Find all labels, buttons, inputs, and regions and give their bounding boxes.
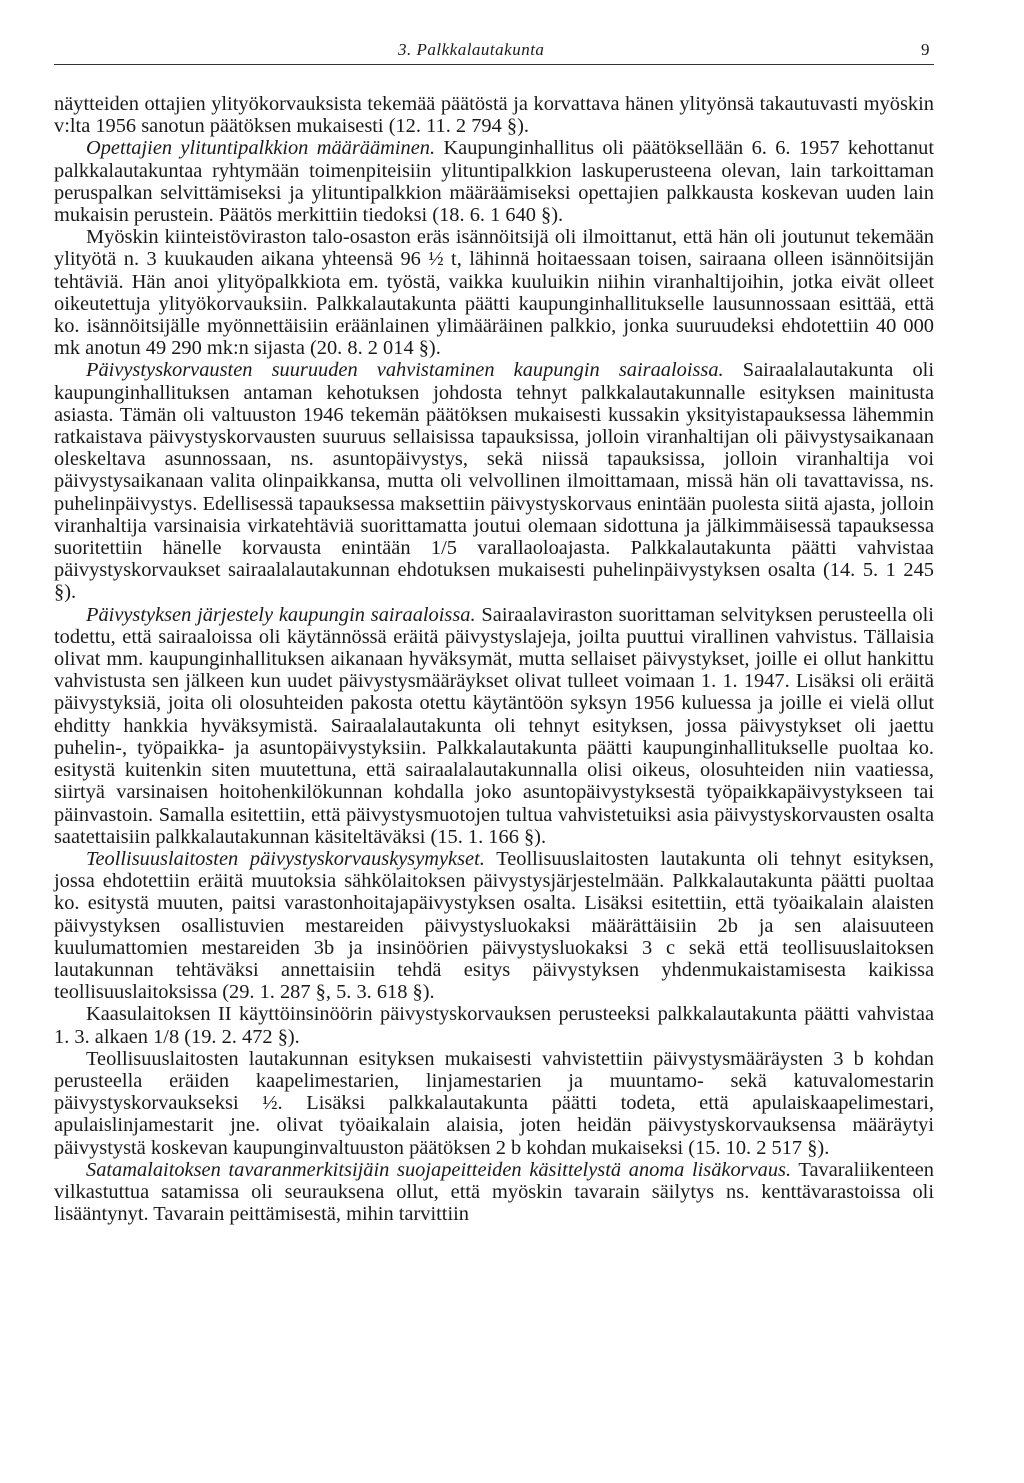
paragraph <box>54 604 934 848</box>
document-page <box>54 38 934 1225</box>
paragraph <box>54 1159 934 1226</box>
running-title: 3. Palkkalautakunta <box>398 40 545 59</box>
paragraph <box>54 226 934 359</box>
paragraph <box>54 359 934 603</box>
paragraph-text: Teollisuuslaitosten lautakunta oli tehnyt esityksen, jossa ehdotettiin eräitä muutoksia sähkölaitoksen päivystysjärjestelmään. Palkkalautakunta päätti puoltaa ko. esitystä muuten, paitsi varastonhoitajapäivystyksen osalta. Lisäksi esitettiin, että työaikalain alaisten päivystyksen osallistuvien mestareiden päivystysluokaksi määrättäisiin 2b ja sen alaisuuteen kuulumattomien mestareiden 3b ja insinöörien päivystysluokaksi 3 c sekä että teollisuuslaitoksen lautakunnan tehtäväksi annettaisiin tehdä esitys päivystyksen yhdenmukaistamisesta kaikissa teollisuuslaitoksissa (29. 1. 287 §, 5. 3. 618 §). <box>54 847 934 1004</box>
section-heading: Päivystyskorvausten suuruuden vahvistaminen kaupungin sairaaloissa. <box>86 359 724 382</box>
paragraph-text: Sairaalaviraston suorittaman selvityksen perusteella oli todettu, että sairaaloissa oli käytännössä eräitä päivystyslajeja, joilta puuttui virallinen vahvistus. Tällaisia olivat mm. kaupunginhallituksen aikanaan hyväksymät, mutta sellaiset päivystykset, joille ei ollut hankittu vahvistusta sen jälkeen kun uudet päivystysmääräykset olivat tulleet voimaan 1. 1. 1947. Lisäksi oli eräitä päivystyksiä, joita oli olosuhteiden pakosta otettu käytäntöön syksyn 1956 kuluessa ja joille ei vielä ollut ehditty hankkia hyväksymistä. Sairaalalautakunta oli tehnyt esityksen, jossa päivystykset oli jaettu puhelin-, työpaikka- ja asuntopäivystyksiin. Palkkalautakunta päätti kaupunginhallitukselle puoltaa ko. esitystä kuitenkin siten muutettuna, että sairaalalautakunnalla olisi oikeus, olosuhteiden niin vaatiessa, siirtyä varsinaisen hoitohenkilökunnan kohdalla joko asuntopäivystyksestä työpaikkapäivystykseen tai päinvastoin. Samalla esitettiin, että päivystysmuotojen tultua vahvistetuiksi asia päivystyskorvausten osalta saatettaisiin palkkalautakunnan käsiteltäväksi (15. 1. 166 §). <box>54 603 934 848</box>
running-header <box>54 38 934 65</box>
paragraph <box>54 1048 934 1159</box>
paragraph-text: Tavaraliikenteen vilkastuttua satamissa oli seurauksena ollut, että myöskin tavarain säilytys ns. kenttävarastoissa oli lisääntynyt. Tavarain peittämisestä, mihin tarvittiin <box>54 1158 934 1226</box>
section-heading: Satamalaitoksen tavaranmerkitsijäin suojapeitteiden käsittelystä anoma lisäkorvaus. <box>86 1158 792 1181</box>
paragraph-text: Sairaalalautakunta oli kaupunginhallituksen antaman kehotuksen johdosta tehnyt palkkalautakunnalle esityksen mainitusta asiasta. Tämän oli valtuuston 1946 tekemän päätöksen mukaisesti kussakin yksityistapauksessa lähemmin ratkaistava päivystyskorvausten suuruus sellaisissa tapauksissa, jolloin viranhaltijan oli päivystysaikanaan oleskeltava asunnossaan, ns. asuntopäivystys, sekä niissä tapauksissa, jolloin viranhaltija voi päivystysaikanaan valita olinpaikkansa, mutta oli velvollinen ilmoittamaan, missä hän oli tavattavissa, ns. puhelinpäivystys. Edellisessä tapauksessa maksettiin päivystyskorvaus enintään puolesta siitä ajasta, jolloin viranhaltija varsinaisia virkatehtäviä suorittamatta joutui olemaan sidottuna ja jälkimmäisessä tapauksessa suoritettiin hänelle korvausta enintään 1/5 varallaoloajasta. Palkkalautakunta päätti vahvistaa päivystyskorvaukset sairaalalautakunnan ehdotuksen mukaisesti puhelinpäivystyksen osalta (14. 5. 1 245 §). <box>54 359 934 604</box>
section-heading: Päivystyksen järjestely kaupungin sairaaloissa. <box>86 603 476 626</box>
body-text <box>54 93 934 1225</box>
paragraph <box>54 93 934 137</box>
paragraph <box>54 1003 934 1047</box>
paragraph-text: Kaasulaitoksen II käyttöinsinöörin päivystyskorvauksen perusteeksi palkkalautakunta päätti vahvistaa 1. 3. alkaen 1/8 (19. 2. 472 §). <box>54 1003 934 1048</box>
section-heading: Teollisuuslaitosten päivystyskorvauskysymykset. <box>86 847 485 870</box>
paragraph-text: Kaupunginhallitus oli päätöksellään 6. 6. 1957 kehottanut palkkalautakuntaa ryhtymään toimenpiteisiin ylituntipalkkion laskuperusteena olevan, lain tarkoittaman peruspalkan selvittämiseksi ja ylituntipalkkion määräämiseksi opettajien palkkausta koskevan uuden lain mukaisin perustein. Päätös merkittiin tiedoksi (18. 6. 1 640 §). <box>54 137 934 227</box>
section-heading: Opettajien ylituntipalkkion määrääminen. <box>86 137 436 160</box>
paragraph <box>54 137 934 226</box>
paragraph-text: Myöskin kiinteistöviraston talo-osaston eräs isännöitsijä oli ilmoittanut, että hän oli joutunut tekemään ylityötä n. 3 kuukauden aikana yhteensä 96 ½ t, lähinnä hoitaessaan toisen, sairaana olleen isännöitsijän tehtäviä. Hän anoi ylityöpalkkiota em. työstä, vaikka kuuluikin niihin viranhaltijoihin, jotka eivät olleet oikeutettuja ylityökorvauksiin. Palkkalautakunta päätti kaupunginhallitukselle lausunnossaan esittää, että ko. isännöitsijälle myönnettäisiin eräänlainen ylimääräinen palkkio, jonka suuruudeksi ehdotettiin 40 000 mk anotun 49 290 mk:n sijasta (20. 8. 2 014 §). <box>54 226 934 360</box>
paragraph-text: Teollisuuslaitosten lautakunnan esityksen mukaisesti vahvistettiin päivystysmääräysten 3 b kohdan perusteella eräiden kaapelimestarien, linjamestarien ja muuntamo- sekä katuvalomestarin päivystyskorvaukseksi ½. Lisäksi palkkalautakunta päätti todeta, että apulaiskaapelimestari, apulaislinjamestarit jne. olivat työaikalain alaisia, joten heidän päivystyskorvauksensa määräytyi päivystystä koskevan kaupunginvaltuuston päätöksen 2 b kohdan mukaiseksi (15. 10. 2 517 §). <box>54 1047 934 1159</box>
page-number: 9 <box>921 40 930 59</box>
paragraph <box>54 848 934 1003</box>
paragraph-text: näytteiden ottajien ylityökorvauksista tekemää päätöstä ja korvattava hänen ylityönsä takautuvasti myöskin v:lta 1956 sanotun päätöksen mukaisesti (12. 11. 2 794 §). <box>54 93 934 138</box>
